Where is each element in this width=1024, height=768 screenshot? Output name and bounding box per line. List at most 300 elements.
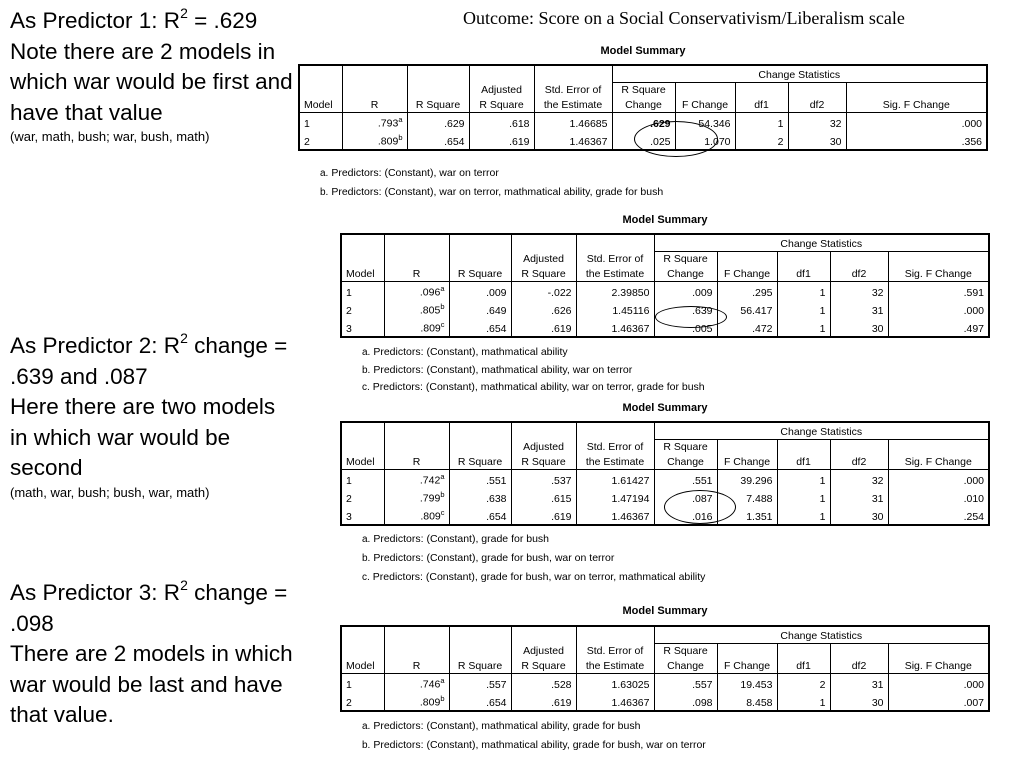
- col-header-adjusted-r-square-text: R Square: [479, 98, 524, 111]
- cell-rsq-value: .629: [444, 117, 465, 130]
- cell-adj-value: .619: [551, 696, 572, 709]
- header-blank: [511, 626, 576, 644]
- cell-rsc-value: .551: [692, 474, 713, 487]
- cell-df1-value: 1: [777, 117, 784, 130]
- cell-rsq-value: .638: [486, 492, 507, 505]
- col-header-df2: [830, 644, 888, 674]
- cell-r: [384, 488, 449, 506]
- cell-df1: [777, 506, 830, 525]
- header-blank: [384, 626, 449, 644]
- footnote-letter: a.: [362, 347, 371, 358]
- cell-sig: [846, 113, 987, 132]
- cell-df1-value: 1: [819, 322, 826, 335]
- cell-model: [341, 674, 384, 693]
- cell-model-value: 2: [304, 135, 310, 148]
- col-header-std-error-text: the Estimate: [543, 98, 603, 111]
- col-header-r-square: [449, 252, 511, 282]
- cell-r: [342, 113, 407, 132]
- footnote-marker: b: [440, 302, 445, 311]
- col-header-r: [384, 440, 449, 470]
- col-header-std-error-text: Std. Error of: [544, 84, 602, 96]
- col-header-r-square-change: [654, 440, 717, 470]
- cell-se-value: 1.46367: [569, 135, 608, 148]
- cell-rsc: [654, 470, 717, 489]
- cell-df1: [777, 488, 830, 506]
- header-row-top: [341, 234, 989, 252]
- col-header-df2-text: df2: [851, 659, 867, 672]
- table-footnote: [320, 167, 499, 179]
- col-header-df2-text: df2: [851, 455, 867, 468]
- cell-sig: [888, 470, 989, 489]
- col-header-r: [384, 252, 449, 282]
- footnote-text: Predictors: (Constant), grade for bush: [373, 533, 550, 545]
- cell-sig-value: .356: [961, 135, 982, 148]
- cell-model-value: 2: [346, 696, 352, 709]
- header-blank: [576, 234, 654, 252]
- cell-adj: [511, 470, 576, 489]
- cell-df2: [830, 300, 888, 318]
- cell-r: [384, 506, 449, 525]
- cell-sig-value: .254: [963, 510, 984, 523]
- cell-adj: [469, 113, 534, 132]
- footnote-text: Predictors: (Constant), mathmatical ability, war on terror, grade for bush: [372, 381, 705, 392]
- footnote-marker: b: [398, 133, 403, 142]
- cell-rsq-value: .654: [486, 510, 507, 523]
- col-header-adjusted-r-square-text: Adjusted: [523, 645, 564, 657]
- col-header-df1-text: df1: [796, 455, 811, 468]
- cell-rsq: [449, 674, 511, 693]
- model-summary-title: Model Summary: [600, 45, 686, 57]
- col-header-std-error: [576, 440, 654, 470]
- cell-model: [341, 318, 384, 337]
- cell-sig: [888, 692, 989, 711]
- cell-df1-value: 1: [819, 492, 826, 505]
- cell-sig: [888, 488, 989, 506]
- cell-r: [342, 131, 407, 150]
- footnote-text: Predictors: (Constant), mathmatical ability: [373, 346, 568, 358]
- col-header-r-square-change-text: R Square: [621, 84, 666, 96]
- table-footnote: [362, 364, 632, 376]
- table-footnote: [362, 381, 705, 392]
- outcome-title: Outcome: Score on a Social Conservativism/Liberalism scale: [463, 8, 905, 28]
- cell-se: [576, 282, 654, 301]
- footnote-letter: b.: [362, 364, 371, 376]
- col-header-sig-f-change-text: Sig. F Change: [904, 455, 972, 468]
- cell-model: [341, 470, 384, 489]
- cell-model-value: 3: [346, 510, 352, 523]
- col-header-model: [341, 440, 384, 470]
- cell-df2-value: 31: [871, 492, 884, 505]
- cell-sig: [888, 506, 989, 525]
- note-p3-heading-end: change = .098: [10, 580, 288, 636]
- col-header-model-text: Model: [346, 659, 375, 672]
- cell-model: [341, 488, 384, 506]
- cell-se-value: 1.47194: [611, 492, 650, 505]
- note-p1-body: Note there are 2 models in which war would be first and have that value: [10, 38, 293, 125]
- col-header-f-change-text: F Change: [723, 659, 771, 672]
- cell-se: [576, 300, 654, 318]
- footnote-marker: b: [440, 694, 445, 703]
- cell-model-value: 1: [346, 678, 352, 691]
- cell-df1: [777, 300, 830, 318]
- header-blank: [511, 422, 576, 440]
- cell-sig-value: .007: [963, 696, 984, 709]
- col-header-r-square-change-text: Change: [625, 98, 662, 111]
- cell-rsc-value: .009: [692, 286, 713, 299]
- col-header-sig-f-change-text: Sig. F Change: [904, 659, 972, 672]
- cell-sig: [888, 282, 989, 301]
- cell-f-value: 54.346: [698, 117, 731, 130]
- cell-df1: [777, 282, 830, 301]
- table-footnote: [362, 720, 640, 732]
- cell-model-value: 1: [346, 286, 352, 299]
- header-blank: [511, 234, 576, 252]
- cell-r-value: .809: [377, 135, 399, 148]
- cell-df2: [830, 506, 888, 525]
- cell-f-value: .295: [752, 286, 773, 299]
- cell-adj: [511, 692, 576, 711]
- cell-adj-value: .619: [509, 135, 530, 148]
- footnote-letter: a.: [320, 168, 329, 179]
- cell-model: [341, 692, 384, 711]
- col-header-adjusted-r-square-text: Adjusted: [523, 441, 564, 453]
- col-header-df1: [777, 440, 830, 470]
- col-header-df1: [777, 644, 830, 674]
- table-footnote: [362, 571, 705, 583]
- col-header-r-square-change-text: R Square: [663, 645, 708, 657]
- col-header-r-square-change: [654, 252, 717, 282]
- header-blank: [576, 422, 654, 440]
- highlight-ellipse: [655, 306, 727, 328]
- footnote-marker: a: [440, 284, 445, 293]
- cell-rsq-value: .009: [486, 286, 507, 299]
- cell-rsq: [449, 506, 511, 525]
- cell-model: [299, 131, 342, 150]
- cell-adj-value: .619: [551, 510, 572, 523]
- cell-r: [384, 692, 449, 711]
- cell-df1-value: 1: [819, 474, 826, 487]
- col-header-r-text: R: [412, 455, 421, 468]
- table-row: [341, 692, 989, 711]
- cell-df1-value: 1: [819, 286, 826, 299]
- table-row: [341, 282, 989, 301]
- table-footnote: [362, 533, 549, 545]
- cell-df2: [830, 470, 888, 489]
- cell-se: [576, 674, 654, 693]
- col-header-f-change: [717, 440, 777, 470]
- footnote-letter: b.: [320, 187, 329, 198]
- cell-rsq-value: .654: [486, 696, 507, 709]
- note-p1-heading-end: = .629: [187, 8, 258, 33]
- table-row: [341, 674, 989, 693]
- col-header-df2: [830, 252, 888, 282]
- cell-r-value: .809: [419, 696, 441, 709]
- col-header-df2: [830, 440, 888, 470]
- footnote-letter: c.: [362, 572, 370, 583]
- col-header-adjusted-r-square-text: R Square: [521, 455, 566, 468]
- cell-df1-value: 2: [819, 678, 826, 691]
- col-header-r-square-change-text: R Square: [663, 441, 708, 453]
- col-header-model-text: Model: [346, 267, 375, 280]
- header-row: [299, 83, 987, 113]
- cell-df1: [777, 470, 830, 489]
- col-header-sig-f-change-text: Sig. F Change: [882, 98, 950, 111]
- header-blank: [341, 626, 384, 644]
- cell-adj-value: .626: [551, 304, 572, 317]
- footnote-text: Predictors: (Constant), mathmatical ability, war on terror: [373, 363, 633, 376]
- col-header-f-change-text: F Change: [723, 267, 771, 280]
- cell-df1: [735, 131, 788, 150]
- table-footnote: [362, 552, 614, 564]
- footnote-letter: a.: [362, 721, 371, 732]
- col-header-r-square: [449, 440, 511, 470]
- col-header-r-square: [407, 83, 469, 113]
- cell-rsq-value: .557: [486, 678, 507, 691]
- col-header-r-square-change-text: Change: [667, 267, 704, 280]
- col-header-adjusted-r-square: [511, 252, 576, 282]
- cell-df2-value: 30: [871, 510, 884, 523]
- header-row-top: [341, 626, 989, 644]
- cell-sig-value: .000: [963, 678, 984, 691]
- cell-rsq: [449, 300, 511, 318]
- footnote-text: Predictors: (Constant), grade for bush, war on terror: [373, 552, 615, 564]
- col-header-adjusted-r-square: [469, 83, 534, 113]
- table-footnote: [320, 186, 663, 198]
- col-header-r-text: R: [412, 267, 421, 280]
- cell-sig: [846, 131, 987, 150]
- cell-model: [341, 282, 384, 301]
- col-header-adjusted-r-square-text: Adjusted: [523, 253, 564, 265]
- cell-se: [576, 318, 654, 337]
- header-row: [341, 644, 989, 674]
- cell-f-value: 1.351: [746, 510, 773, 523]
- cell-df1-value: 1: [819, 510, 826, 523]
- cell-df1: [777, 692, 830, 711]
- cell-se: [576, 470, 654, 489]
- footnote-text: Predictors: (Constant), mathmatical ability, grade for bush: [373, 720, 641, 732]
- cell-f: [717, 692, 777, 711]
- cell-f-value: .472: [752, 322, 773, 335]
- cell-r: [384, 300, 449, 318]
- cell-model: [299, 113, 342, 132]
- cell-r-value: .805: [419, 304, 441, 317]
- header-blank: [407, 65, 469, 83]
- col-header-std-error-text: Std. Error of: [586, 253, 644, 265]
- cell-df2-value: 32: [871, 286, 884, 299]
- note-predictor-2: [10, 331, 295, 501]
- cell-sig: [888, 300, 989, 318]
- col-header-r-square-text: R Square: [457, 267, 503, 280]
- cell-adj-value: .618: [509, 117, 530, 130]
- header-blank: [449, 234, 511, 252]
- cell-adj: [511, 282, 576, 301]
- note-p2-heading-end: change = .639 and .087: [10, 333, 288, 389]
- col-header-r-square-change: [654, 644, 717, 674]
- note-p2-sup: 2: [180, 329, 188, 346]
- model-summary-table: [340, 625, 990, 712]
- cell-r: [384, 282, 449, 301]
- cell-f-value: 7.488: [746, 492, 773, 505]
- cell-df2-value: 31: [871, 678, 884, 691]
- cell-r-value: .793: [377, 117, 399, 130]
- note-p2-body: Here there are two models in which war would be second: [10, 394, 276, 480]
- cell-rsc-value: .087: [692, 492, 713, 505]
- cell-se-value: 1.45116: [612, 304, 650, 317]
- cell-model-value: 1: [304, 117, 310, 130]
- cell-se-value: 1.46685: [569, 117, 608, 130]
- cell-df2: [830, 692, 888, 711]
- header-blank: [342, 65, 407, 83]
- cell-df1-value: 2: [777, 135, 784, 148]
- header-row-top: [299, 65, 987, 83]
- cell-sig-value: .591: [963, 286, 984, 299]
- cell-df2: [830, 318, 888, 337]
- header-blank: [384, 422, 449, 440]
- model-summary-title: Model Summary: [622, 214, 708, 226]
- header-blank: [469, 65, 534, 83]
- col-header-df1: [777, 252, 830, 282]
- cell-se-value: 1.61427: [611, 474, 650, 487]
- cell-adj: [511, 488, 576, 506]
- cell-df1: [777, 674, 830, 693]
- cell-se: [576, 692, 654, 711]
- cell-r-value: .809: [420, 322, 441, 335]
- cell-df2-value: 32: [829, 117, 842, 130]
- cell-df2: [788, 113, 846, 132]
- col-header-std-error-text: the Estimate: [585, 267, 645, 280]
- change-statistics-header: Change Statistics: [654, 422, 989, 440]
- cell-rsq: [407, 131, 469, 150]
- cell-f: [717, 674, 777, 693]
- col-header-f-change-text: F Change: [681, 98, 729, 111]
- cell-df2-value: 30: [871, 322, 884, 335]
- cell-f-value: 56.417: [740, 304, 773, 317]
- cell-adj-value: .528: [551, 678, 572, 691]
- cell-rsq: [449, 318, 511, 337]
- cell-rsq-value: .654: [486, 322, 507, 335]
- header-blank: [449, 626, 511, 644]
- col-header-std-error-text: the Estimate: [585, 455, 645, 468]
- cell-r-value: .742: [419, 474, 441, 487]
- header-blank: [576, 626, 654, 644]
- col-header-r-square-text: R Square: [457, 455, 503, 468]
- footnote-marker: a: [440, 472, 445, 481]
- col-header-adjusted-r-square-text: R Square: [521, 267, 566, 280]
- model-summary-title: Model Summary: [622, 605, 708, 617]
- cell-adj-value: -.022: [547, 286, 572, 299]
- cell-r-value: .809: [420, 510, 441, 523]
- cell-rsq-value: .649: [486, 304, 507, 317]
- cell-rsq: [449, 692, 511, 711]
- col-header-adjusted-r-square: [511, 440, 576, 470]
- cell-df2: [830, 488, 888, 506]
- cell-df2-value: 31: [871, 304, 884, 317]
- cell-df2-value: 32: [871, 474, 884, 487]
- cell-rsc: [654, 692, 717, 711]
- footnote-text: Predictors: (Constant), war on terror: [331, 167, 499, 179]
- cell-rsc-value: .025: [650, 135, 671, 148]
- note-p3-body: There are 2 models in which war would be last and have that value.: [10, 641, 293, 727]
- col-header-model: [341, 644, 384, 674]
- col-header-std-error: [576, 644, 654, 674]
- cell-rsc-value: .016: [692, 510, 713, 523]
- footnote-text: Predictors: (Constant), mathmatical ability, grade for bush, war on terror: [373, 739, 706, 751]
- cell-df1-value: 1: [819, 696, 826, 709]
- cell-df2-value: 30: [829, 135, 842, 148]
- cell-f-value: 8.458: [746, 696, 773, 709]
- cell-se-value: 1.46367: [611, 510, 650, 523]
- col-header-model: [299, 83, 342, 113]
- cell-rsq-value: .551: [486, 474, 507, 487]
- cell-f-value: 39.296: [740, 474, 773, 487]
- col-header-sig-f-change-text: Sig. F Change: [904, 267, 972, 280]
- cell-rsq: [449, 282, 511, 301]
- header-row: [341, 252, 989, 282]
- cell-f-value: 19.453: [740, 678, 773, 691]
- cell-sig-value: .010: [963, 492, 984, 505]
- cell-model-value: 2: [346, 492, 352, 505]
- header-blank: [341, 234, 384, 252]
- header-blank: [299, 65, 342, 83]
- footnotes-clip: [362, 346, 982, 392]
- cell-model: [341, 300, 384, 318]
- cell-model-value: 2: [346, 304, 352, 317]
- cell-adj: [511, 674, 576, 693]
- cell-se-value: 1.46367: [611, 696, 650, 709]
- header-row: [341, 440, 989, 470]
- cell-rsq-value: .654: [444, 135, 465, 148]
- col-header-r-square: [449, 644, 511, 674]
- footnote-letter: c.: [362, 382, 370, 392]
- note-p3-heading: As Predictor 3: R: [10, 580, 181, 605]
- cell-se: [534, 113, 612, 132]
- col-header-r-square-change-text: Change: [667, 455, 704, 468]
- footnote-letter: b.: [362, 740, 371, 751]
- cell-df1: [735, 113, 788, 132]
- cell-adj: [511, 318, 576, 337]
- col-header-df1: [735, 83, 788, 113]
- cell-rsc-value: .098: [692, 696, 713, 709]
- cell-rsq: [449, 470, 511, 489]
- cell-rsc: [654, 282, 717, 301]
- col-header-sig-f-change: [888, 644, 989, 674]
- col-header-model-text: Model: [304, 98, 333, 111]
- col-header-sig-f-change: [888, 440, 989, 470]
- cell-adj: [511, 506, 576, 525]
- col-header-sig-f-change: [846, 83, 987, 113]
- header-row-top: [341, 422, 989, 440]
- header-blank: [384, 234, 449, 252]
- model-summary-title: Model Summary: [622, 402, 708, 414]
- change-statistics-header: Change Statistics: [612, 65, 987, 83]
- col-header-df2-text: df2: [851, 267, 867, 280]
- table-footnote: [362, 739, 706, 751]
- change-statistics-header: Change Statistics: [654, 234, 989, 252]
- col-header-r-square-text: R Square: [415, 98, 461, 111]
- cell-f: [717, 282, 777, 301]
- cell-sig-value: .000: [963, 474, 984, 487]
- col-header-r-square-text: R Square: [457, 659, 503, 672]
- note-p2-order: (math, war, bush; bush, war, math): [10, 484, 210, 500]
- table-footnote: [362, 346, 568, 358]
- col-header-adjusted-r-square-text: Adjusted: [481, 84, 522, 96]
- cell-adj-value: .619: [551, 322, 572, 335]
- col-header-df1-text: df1: [796, 659, 811, 672]
- cell-df2-value: 30: [871, 696, 884, 709]
- cell-f: [717, 318, 777, 337]
- col-header-r-text: R: [370, 98, 379, 111]
- footnote-marker: c: [440, 320, 445, 329]
